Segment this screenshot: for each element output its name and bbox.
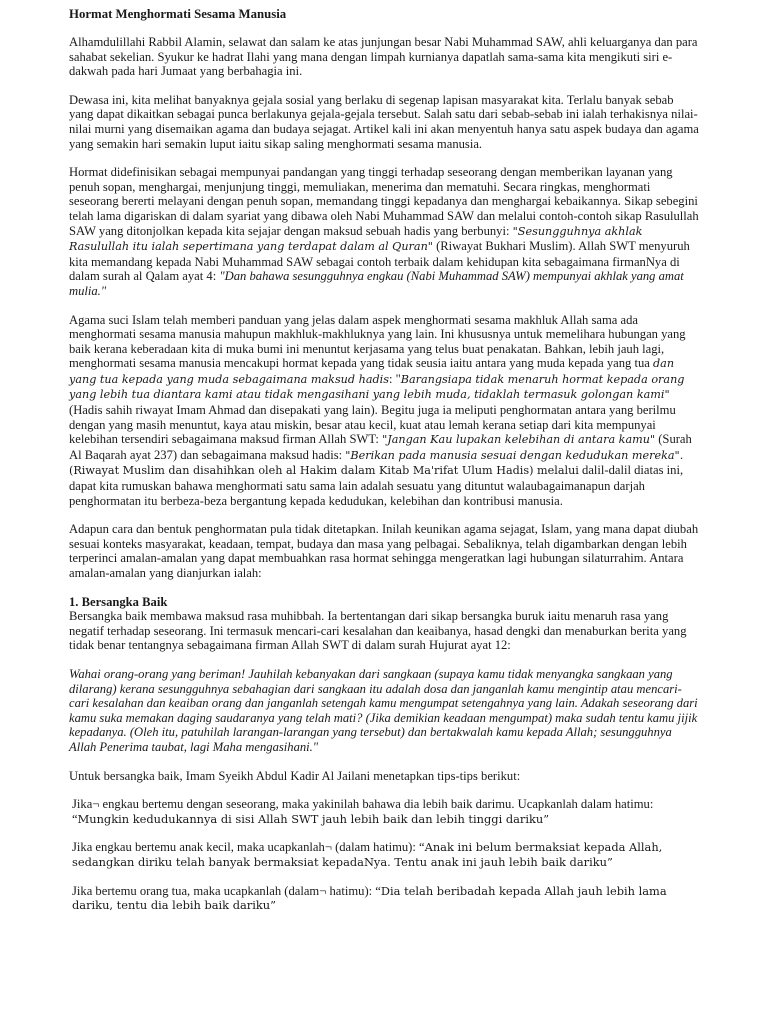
- tip-item: [72, 840, 701, 869]
- document-title: Hormat Menghormati Sesama Manusia: [69, 7, 287, 21]
- quran-quote-block: Wahai orang-orang yang beriman! Jauhilah kebanyakan dari sangkaan (supaya kamu tidak menyangka sangkaan yang dilarang) kerana sesungguhnya sebahagian dari sangkaan itu adalah dosa dan janganlah kamu mengintip atau mencari-cari kesalahan dan keaiban orang dan janganlah setengah kamu mengumpat setengahnya yang lain. Adakah seseorang dari kamu suka memakan daging saudaranya yang telah mati? (Jika demikian keadaan mengumpat) maka sudah tentu kamu jijik kepadanya. (Oleh itu, patuhilah larangan-larangan yang tersebut) dan bertakwalah kamu kepada Allah; sesungguhnya Allah Penerima taubat, lagi Maha mengasihani.": [69, 666, 698, 754]
- text-run: Agama suci Islam telah memberi panduan yang jelas dalam aspek menghormati sesama makhluk Allah sama ada menghormati sesama manusia mahupun makhluk-makhluknya yang lain. Ini khususnya untuk memelihara hubungan yang baik kerana keberadaan kita di muka bumi ini menuntut kerjasama yang telus buat penakatan. Bahkan, lebih jauh lagi, menghormati sesama manusia mencakupi hormat kepada yang tidak seusia iaitu antara yang muda kepada yang tua: [69, 312, 686, 371]
- text-run: (Hadis sahih riwayat Imam Ahmad dan disepakati yang lain). Begitu juga ia meliputi penghormatan antara yang berilmu dengan yang masih menuntut, kaya atau miskin, besar atau kecil, kuat atau lemah kerana setiap dari kita mempunyai kelebihan tersendiri sebagaimana maksud firman Allah SWT:: [69, 403, 676, 447]
- text-run-handwritten: (Riwayat Muslim dan disahihkan oleh al Hakim dalam Kitab Ma'rifat Ulum Hadis) melalui: [69, 464, 579, 478]
- paragraph-guidance: [69, 313, 701, 509]
- tip-quote: Dia telah beribadah kepada Allah jauh lebih lama dariku, tentu dia lebih baik dariku”: [72, 883, 667, 913]
- tip-item: [72, 797, 701, 826]
- tip-text: Jika¬ engkau bertemu dengan seseorang, maka yakinilah bahawa dia lebih baik darimu. Ucapkanlah dalam hatimu: “: [72, 797, 654, 826]
- tip-text: Jika bertemu orang tua, maka ucapkanlah (dalam¬ hatimu): “: [72, 883, 381, 898]
- section-heading: 1. Bersangka Baik: [69, 594, 168, 609]
- tip-quote: Mungkin kedudukannya di sisi Allah SWT jauh lebih baik dan lebih tinggi dariku”: [77, 811, 550, 826]
- paragraph-definition: [69, 165, 701, 298]
- hadith-quote: "Berikan pada manusia sesuai dengan kedudukan mereka".: [345, 448, 684, 462]
- text-run: (Riwayat Bukhari Muslim). Allah SWT menyuruh kita memandang kepada Nabi Muhammad SAW sebagai contoh terbaik dalam kehidupan kita sebagaimana firmanNya di dalam surah al Qalam ayat 4:: [69, 239, 690, 284]
- document-body: [69, 7, 701, 927]
- text-run-handwritten: dan yang tua kepada yang muda sebagaimana maksud hadis: [69, 357, 675, 386]
- quran-quote: "Dan bahawa sesungguhnya engkau (Nabi Muhammad SAW) mempunyai akhlak yang amat mulia.": [69, 269, 684, 298]
- quran-quote: "Jangan Kau lupakan kelebihan di antara kamu": [382, 433, 656, 447]
- hadith-quote: Barangsiapa tidak menaruh hormat kepada orang yang lebih tua diantara kami atau tidak mengasihani yang lebih muda, tidaklah termasuk golongan kami": [69, 372, 685, 402]
- hadith-quote: "Sesungguhnya akhlak Rasulullah itu ialah sepertimana yang terdapat dalam al Quran": [69, 224, 643, 254]
- tip-text: Jika engkau bertemu anak kecil, maka ucapkanlah¬ (dalam hatimu): “: [72, 840, 425, 855]
- tips-intro: Untuk bersangka baik, Imam Syeikh Abdul Kadir Al Jailani menetapkan tips-tips berikut:: [69, 768, 521, 783]
- tip-quote: Anak ini belum bermaksiat kepada Allah, sedangkan diriku telah banyak bermaksiat kepadaNya. Tentu anak ini jauh lebih baik dariku”: [72, 840, 663, 869]
- text-run: (Surah Al Baqarah ayat 237) dan sebagaimana maksud hadis:: [69, 432, 692, 462]
- text-run: Hormat didefinisikan sebagai mempunyai pandangan yang tinggi terhadap seseorang dengan memberikan layanan yang penuh sopan, menghargai, menjunjung tinggi, memuliakan, menerima dan mematuhi. Secara ringkas, menghormati seseorang bererti melayani dengan penuh sopan, memandang tinggi kepadanya dan menghargai kebaikannya. Sikap sebegini telah lama digariskan di dalam syariat yang dibawa oleh Nabi Muhammad SAW dan melalui contoh-contoh sikap Rasulullah SAW yang ditonjolkan kepada kita sejajar dengan maksud sebuah hadis yang berbunyi:: [69, 165, 699, 238]
- text-run: : ": [388, 371, 401, 386]
- tip-item: [72, 884, 701, 913]
- paragraph-intro: Alhamdulillahi Rabbil Alamin, selawat dan salam ke atas junjungan besar Nabi Muhammad SAW, ahli keluarganya dan para sahabat sekelian. Syukur ke hadrat Ilahi yang mana dengan limpah kurnianya dapatlah sama-sama kita mengikuti siri e-dakwah pada hari Jumaat yang berbahagia ini.: [69, 35, 698, 79]
- text-run: dalil-dalil diatas ini, dapat kita rumuskan bahawa menghormati satu sama lain adalah sesuatu yang dituntut walaubagaimanapun darjah penghormatan itu berbeza-beza bergantung kepada kedudukan, kelebihan dan kontribusi manusia.: [69, 463, 684, 508]
- paragraph-forms: Adapun cara dan bentuk penghormatan pula tidak ditetapkan. Inilah keunikan agama sejagat, Islam, yang mana dapat diubah sesuai konteks masyarakat, keadaan, tempat, budaya dan masa yang pelbagai. Sebaliknya, telah digambarkan dengan lebih terperinci amalan-amalan yang dapat membuahkan rasa hormat sehingga mengeratkan lagi hubungan silaturrahim. Antara amalan-amalan yang dianjurkan ialah:: [69, 522, 699, 580]
- paragraph-social-issues: Dewasa ini, kita melihat banyaknya gejala sosial yang berlaku di segenap lapisan masyarakat kita. Terlalu banyak sebab yang dapat dikaitkan sebagai punca berlakunya gejala-gejala tersebut. Salah satu dari sebab-sebab ini ialah terhakisnya nilai-nilai murni yang disemaikan agama dan budaya sejagat. Artikel kali ini akan menyentuh hanya satu aspek budaya dan agama yang semakin hari semakin luput iaitu sikap saling menghormati sesama manusia.: [69, 92, 699, 151]
- section-body: Bersangka baik membawa maksud rasa muhibbah. Ia bertentangan dari sikap bersangka buruk iaitu menaruh rasa yang negatif terhadap seseorang. Ini termasuk mencari-cari kesalahan dan keaibanya, hasad dengki dan menaburkan berita yang tidak benar tentangnya sebagaimana firman Allah SWT di dalam surah Hujurat ayat 12:: [69, 609, 687, 653]
